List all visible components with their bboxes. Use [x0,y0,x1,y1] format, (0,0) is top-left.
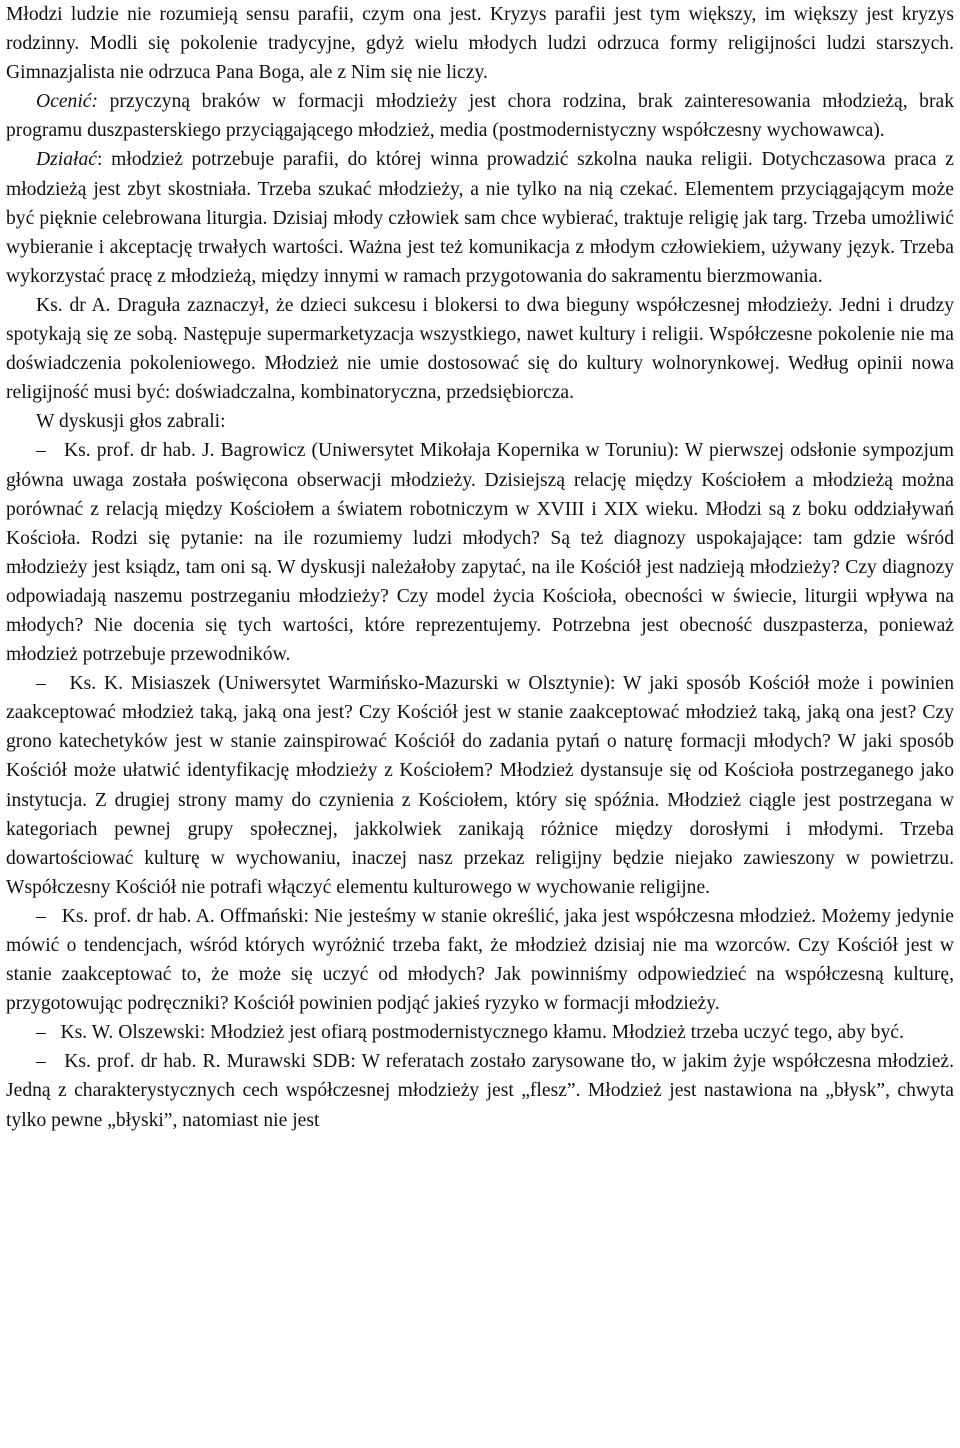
paragraph-parish-crisis: Młodzi ludzie nie rozumieją sensu parafii, czym ona jest. Kryzys parafii jest tym większy, im większy jest kryzys rodzinny. Modli się pokolenie tradycyjne, gdyż wielu młodych ludzi odrzuca formy religijności ludzi starszych. Gimnazjalista nie odrzuca Pana Boga, ale z Nim się nie liczy. [6,4,954,84]
text-act: : młodzież potrzebuje parafii, do której winna prowadzić szkolna nauka religii. Dotychczasowa praca z młodzieżą jest zbyt skostniała. Trzeba szukać młodzieży, a nie tylko na nią czekać. Elementem przyciągającym może być pięknie celebrowana liturgia. Dzisiaj młody człowiek sam chce wybierać, traktuje religię jak targ. Trzeba umożliwić wybieranie i akceptację trwałych wartości. Ważna jest też komunikacja z młodym człowiekiem, używany język. Trzeba wykorzystać pracę z młodzieżą, między innymi w ramach przygotowania do sakramentu bierzmowania. [6,149,954,287]
dash-mark: – [36,905,46,927]
speaker-text: Ks. prof. dr hab. R. Murawski SDB: W referatach zostało zarysowane tło, w jakim żyje współczesna młodzież. Jedną z charakterystycznych cech współczesnej młodzieży jest „flesz”. Młodzież jest nastawiona na „błysk”, chwyta tylko pewne „błyski”, natomiast nie jest [6,1051,954,1131]
speaker-text: Ks. K. Misiaszek (Uniwersytet Warmińsko-Mazurski w Olsztynie): W jaki sposób Kościół może i powinien zaakceptować młodzież taką, jaką ona jest? Czy Kościół jest w stanie zaakceptować młodzież taką, jaką ona jest? Czy grono katechetyków jest w stanie zainspirować Kościół do zadania pytań o naturę formacji młodych? W jaki sposób Kościół może ułatwić identyfikację młodzieży z Kościołem? Młodzież dystansuje się od Kościoła postrzeganego jako instytucja. Z drugiej strony mamy do czynienia z Kościołem, który się spóźnia. Młodzież ciągle jest postrzegana w kategoriach pewnej grupy społecznej, jakkolwiek zanikają różnice między dorosłymi i młodymi. Trzeba dowartościować kulturę w wychowaniu, inaczej nasz przekaz religijny będzie niejako zawieszony w powietrzu. Współczesny Kościół nie potrafi włączyć elementu kulturowego w wychowanie religijne. [6,673,954,898]
speaker-item-olszewski [6,1018,954,1047]
speaker-text: Ks. prof. dr hab. J. Bagrowicz (Uniwersytet Mikołaja Kopernika w Toruniu): W pierwszej odsłonie sympozjum główna uwaga została poświęcona obserwacji młodzieży. Dzisiejszą relację między Kościołem a młodzieżą można porównać z relacją między Kościołem a światem robotniczym w XVIII i XIX wieku. Młodzi są z boku oddziaływań Kościoła. Rodzi się pytanie: na ile rozumiemy ludzi młodych? Są też diagnozy uspokajające: tam gdzie wśród młodzieży jest ksiądz, tam oni są. W dyskusji należałoby zapytać, na ile Kościół jest nadzieją młodzieży? Czy diagnozy odpowiadają naszemu postrzeganiu młodzieży? Czy model życia Kościoła, obecności w świecie, liturgii wpływa na młodych? Nie docenia się tych wartości, które reprezentujemy. Potrzebna jest obecność duszpasterza, ponieważ młodzież potrzebuje przewodników. [6,440,954,666]
dash-mark: – [36,1022,46,1044]
dash-mark: – [36,440,46,462]
document-page [6,0,954,1135]
speaker-item-murawski [6,1047,954,1134]
paragraph-assess [6,87,954,145]
label-act: Działać [36,149,97,171]
paragraph-dragula: Ks. dr A. Draguła zaznaczył, że dzieci sukcesu i blokersi to dwa bieguny współczesnej młodzieży. Jedni i drudzy spotykają się ze sobą. Następuje supermarketyzacja wszystkiego, nawet kultury i religii. Współczesne pokolenie nie ma doświadczenia pokoleniowego. Młodzież nie umie dostosować się do kultury wolnorynkowej. Według opinii nowa religijność musi być: doświadczalna, kombinatoryczna, przedsiębiorcza. [6,294,954,404]
speaker-item-bagrowicz [6,436,954,669]
dash-mark: – [36,673,46,695]
speaker-item-offmanski [6,902,954,1018]
text-assess: przyczyną braków w formacji młodzieży jest chora rodzina, brak zainteresowania młodzieżą, brak programu duszpasterskiego przyciągającego młodzież, media (postmodernistyczny współczesny wychowawca). [6,91,954,142]
speaker-item-misiaszek [6,669,954,902]
paragraph-discussion-intro: W dyskusji głos zabrali: [36,411,226,433]
dash-mark: – [36,1051,46,1073]
speaker-text: Ks. prof. dr hab. A. Offmański: Nie jesteśmy w stanie określić, jaka jest współczesna młodzież. Możemy jedynie mówić o tendencjach, wśród których wyróżnić trzeba fakt, że młodzież dzisiaj nie ma wzorców. Czy Kościół jest w stanie zaakceptować to, że może się uczyć od młodych? Jak powinniśmy odpowiedzieć na współczesną kulturę, przygotowując podręczniki? Kościół powinien podjąć jakieś ryzyko w formacji młodzieży. [6,905,954,1015]
speaker-text: Ks. W. Olszewski: Młodzież jest ofiarą postmodernistycznego kłamu. Młodzież trzeba uczyć tego, aby być. [60,1022,904,1044]
paragraph-act [6,145,954,290]
label-assess: Ocenić: [36,91,99,113]
